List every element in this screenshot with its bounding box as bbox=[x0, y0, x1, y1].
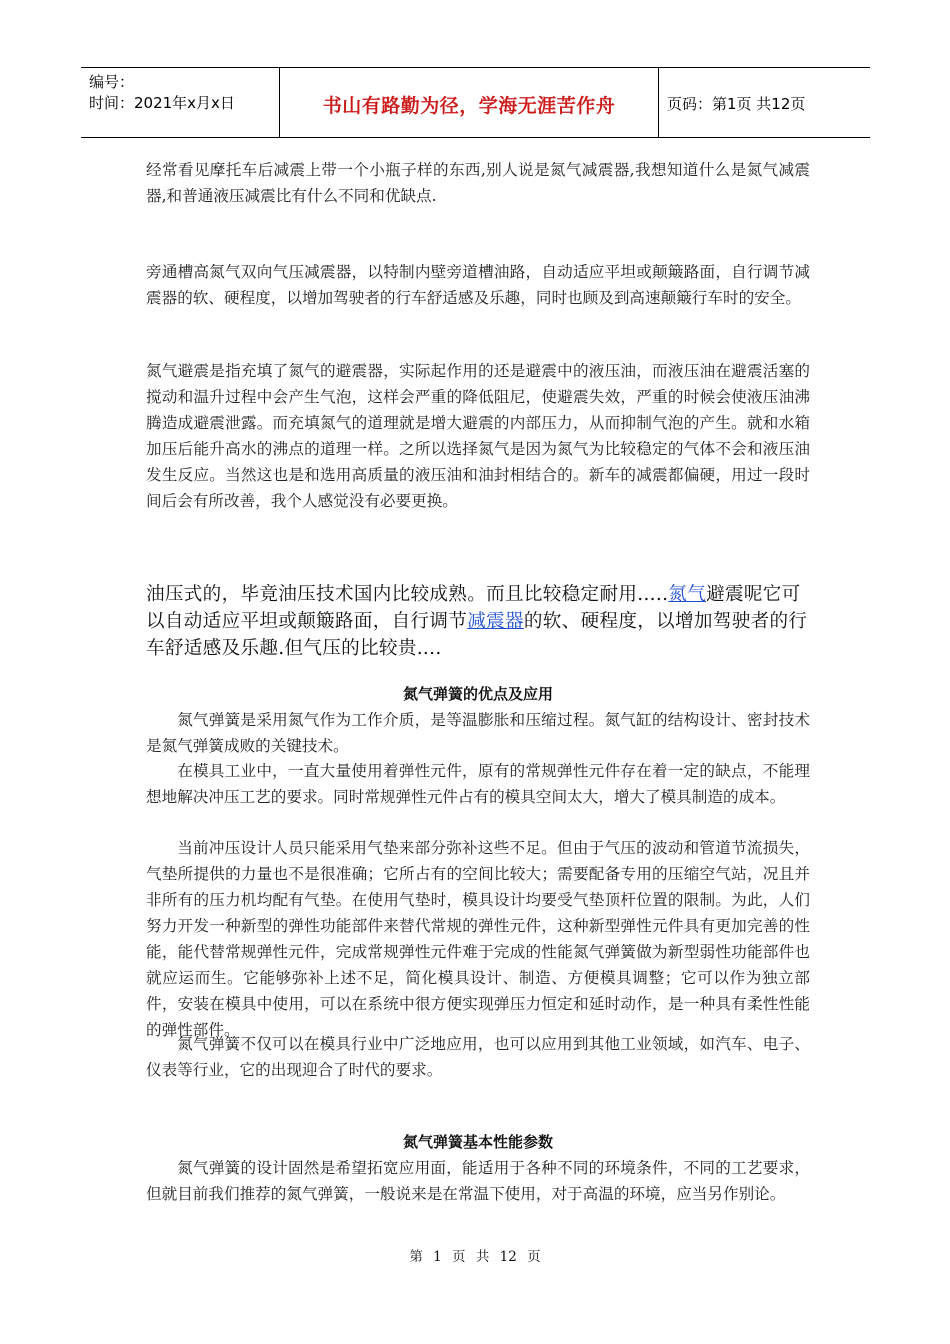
section1-paragraph-4: 氮气弹簧不仅可以在模具行业中广泛地应用，也可以应用到其他工业领域，如汽车、电子、仪表等行业，它的出现迎合了时代的要求。 bbox=[146, 1035, 810, 1079]
section1-paragraph-3: 当前冲压设计人员只能采用气垫来部分弥补这些不足。但由于气压的波动和管道节流损失，气垫所提供的力量也不是很准确；它所占有的空间比较大；需要配备专用的压缩空气站，况且并非所有的压力机均配有气垫。在使用气垫时，模具设计均要受气垫顶杆位置的限制。为此，人们努力开发一种新型的弹性功能部件来替代常规的弹性元件，这种新型弹性元件具有更加完善的性能，能代替常规弹性元件，完成常规弹性元件难于完成的性能氮气弹簧做为新型弱性功能部件也就应运而生。它能够弥补上述不足，简化模具设计、制造、方便模具调整；它可以作为独立部件，安装在模具中使用，可以在系统中很方便实现弹压力恒定和延时动作，是一种具有柔性性能的弹性部件。 bbox=[146, 839, 810, 1039]
answer3-text-3: 的软、硬程度，以增加驾驶者的行车舒适感及乐趣.但气压的比较贵.... bbox=[146, 611, 808, 659]
answer-paragraph-2: 氮气避震是指充填了氮气的避震器，实际起作用的还是避震中的液压油，而液压油在避震活塞的搅动和温升过程中会产生气泡，这样会严重的降低阻尼，使避震失效，严重的时候会使液压油沸腾造成避震泄露。而充填氮气的道理就是增大避震的内部压力，从而抑制气泡的产生。就和水箱加压后能升高水的沸点的道理一样。之所以选择氮气是因为氮气为比较稳定的气体不会和液压油发生反应。当然这也是和选用高质量的液压油和油封相结合的。新车的减震都偏硬，用过一段时间后会有所改善，我个人感觉没有必要更换。 bbox=[146, 362, 810, 510]
header-info-cell bbox=[81, 68, 280, 137]
answer3-text-1: 油压式的，毕竟油压技术国内比较成熟。而且比较稳定耐用..... bbox=[146, 584, 669, 605]
page-label: 页码：第1页 共12页 bbox=[667, 95, 806, 113]
section-title-parameters: 氮气弹簧基本性能参数 bbox=[402, 1133, 553, 1151]
header-motto-cell bbox=[280, 68, 659, 137]
section2-paragraph: 氮气弹簧的设计固然是希望拓宽应用面，能适用于各种不同的环境条件，不同的工艺要求，但就目前我们推荐的氮气弹簧，一般说来是在常温下使用，对于高温的环境，应当另作别论。 bbox=[146, 1159, 810, 1203]
time-label: 时间：2021年x月x日 bbox=[89, 94, 235, 112]
answer-paragraph-1: 旁通槽高氮气双向气压减震器，以特制内壁旁道槽油路，自动适应平坦或颠簸路面，自行调节减震器的软、硬程度，以增加驾驶者的行车舒适感及乐趣，同时也顾及到高速颠簸行车时的安全。 bbox=[146, 263, 810, 307]
answer-paragraph-3 bbox=[146, 581, 810, 662]
section1-paragraph-1: 氮气弹簧是采用氮气作为工作介质，是等温膨胀和压缩过程。氮气缸的结构设计、密封技术是氮气弹簧成败的关键技术。 bbox=[146, 711, 810, 755]
number-label: 编号： bbox=[89, 73, 135, 91]
question-paragraph: 经常看见摩托车后减震上带一个小瓶子样的东西,别人说是氮气减震器,我想知道什么是氮气减震器,和普通液压减震比有什么不同和优缺点. bbox=[146, 161, 810, 205]
nitrogen-link[interactable]: 氮气 bbox=[668, 584, 707, 605]
shock-absorber-link[interactable]: 减震器 bbox=[467, 611, 524, 632]
answer3-text-2: 避震呢它可以自动适应平坦或颠簸路面，自行调节 bbox=[146, 584, 801, 632]
motto: 书山有路勤为径，学海无涯苦作舟 bbox=[322, 95, 616, 117]
page-footer: 第 1 页 共 12 页 bbox=[409, 1249, 541, 1265]
header-table bbox=[81, 67, 870, 138]
header-page-cell bbox=[659, 68, 870, 137]
section-title-advantages: 氮气弹簧的优点及应用 bbox=[402, 685, 553, 703]
section1-paragraph-2: 在模具工业中，一直大量使用着弹性元件，原有的常规弹性元件存在着一定的缺点，不能理想地解决冲压工艺的要求。同时常规弹性元件占有的模具空间太大，增大了模具制造的成本。 bbox=[146, 762, 810, 806]
